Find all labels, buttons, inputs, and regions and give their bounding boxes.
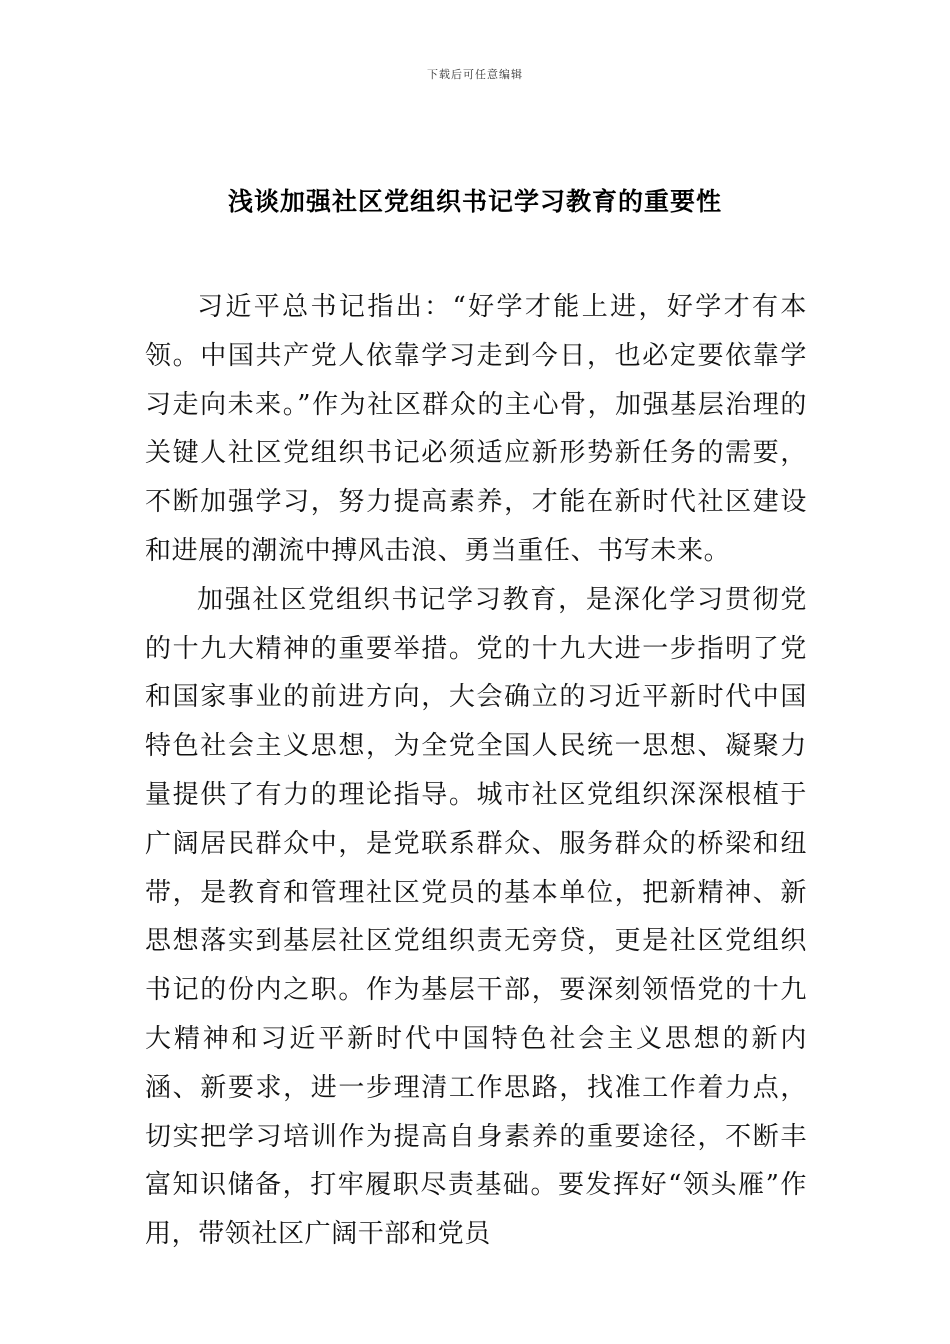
header-note: 下载后可任意编辑 (427, 68, 523, 81)
document-body (145, 283, 807, 1259)
document-title: 浅谈加强社区党组织书记学习教育的重要性 (227, 187, 722, 216)
paragraph-2: 加强社区党组织书记学习教育，是深化学习贯彻党的十九大精神的重要举措。党的十九大进一步指明了党和国家事业的前进方向，大会确立的习近平新时代中国特色社会主义思想，为全党全国人民统一思想、凝聚力量提供了有力的理论指导。城市社区党组织深深根植于广阔居民群众中，是党联系群众、服务群众的桥梁和纽带，是教育和管理社区党员的基本单位，把新精神、新思想落实到基层社区党组织责无旁贷，更是社区党组织书记的份内之职。作为基层干部，要深刻领悟党的十九大精神和习近平新时代中国特色社会主义思想的新内涵、新要求，进一步理清工作思路，找准工作着力点，切实把学习培训作为提高自身素养的重要途径，不断丰富知识储备，打牢履职尽责基础。要发挥好“领头雁”作用，带领社区广阔干部和党员 (145, 584, 807, 1250)
paragraph-1: 习近平总书记指出：“好学才能上进，好学才有本领。中国共产党人依靠学习走到今日，也必定要依靠学习走向未来。”作为社区群众的主心骨，加强基层治理的关键人社区党组织书记必须适应新形势新任务的需要，不断加强学习，努力提高素养，才能在新时代社区建设和进展的潮流中搏风击浪、勇当重任、书写未来。 (145, 292, 807, 566)
